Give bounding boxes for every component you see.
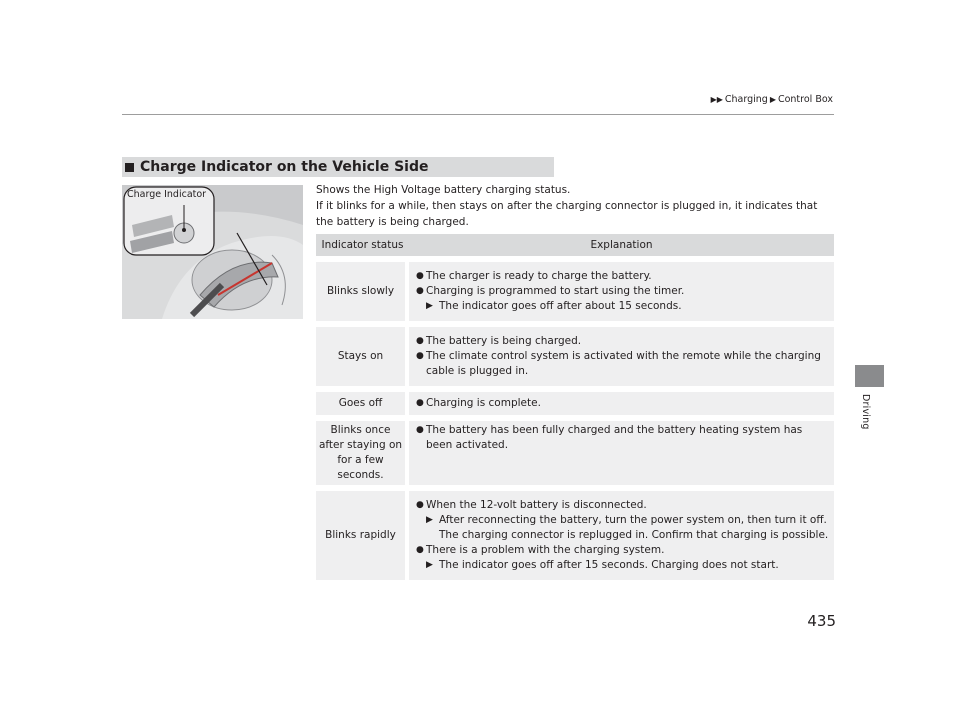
bullet-icon: ● xyxy=(416,500,424,510)
table-row xyxy=(316,327,834,386)
arrow-right-icon: ▶ xyxy=(426,515,433,525)
intro-line-1: Shows the High Voltage battery charging status. xyxy=(316,184,571,196)
bullet-text: When the 12-volt battery is disconnected. xyxy=(426,499,647,511)
table-row xyxy=(316,491,834,580)
explanation-cell xyxy=(409,262,834,321)
section-title: Charge Indicator on the Vehicle Side xyxy=(140,159,429,175)
bullet-item xyxy=(416,349,830,379)
bullet-icon: ● xyxy=(416,398,424,408)
table-row xyxy=(316,392,834,415)
intro-text xyxy=(316,182,834,230)
bullet-item xyxy=(416,498,830,513)
sub-text: After reconnecting the battery, turn the power system on, then turn it off. The charging connector is replugged in. Confirm that charging is possible. xyxy=(439,514,829,541)
bullet-icon: ● xyxy=(416,271,424,281)
breadcrumb xyxy=(680,94,833,105)
bullet-text: The climate control system is activated with the remote while the charging cable is plugged in. xyxy=(426,350,821,377)
explanation-cell xyxy=(409,327,834,386)
charge-indicator-illustration xyxy=(122,185,303,319)
bullet-text: Charging is programmed to start using the timer. xyxy=(426,285,685,297)
bullet-item xyxy=(416,284,830,299)
breadcrumb-arrow-icon: ▶ xyxy=(769,95,776,104)
header-rule xyxy=(122,114,834,115)
status-cell: Blinks rapidly xyxy=(316,491,409,580)
arrow-right-icon: ▶ xyxy=(426,560,433,570)
explanation-cell xyxy=(409,392,834,415)
breadcrumb-part-2: Control Box xyxy=(777,94,833,105)
sub-item xyxy=(416,558,830,573)
bullet-text: The battery has been fully charged and the battery heating system has been activated. xyxy=(426,424,803,451)
sub-text: The indicator goes off after 15 seconds. Charging does not start. xyxy=(439,559,779,571)
bullet-item xyxy=(416,269,830,284)
bullet-item xyxy=(416,396,830,411)
sub-item xyxy=(416,299,830,314)
sub-item xyxy=(416,513,830,543)
status-cell: Blinks slowly xyxy=(316,262,409,321)
breadcrumb-arrow-icon: ▶▶ xyxy=(710,95,723,104)
page-number: 435 xyxy=(807,612,836,630)
side-tab xyxy=(855,365,884,387)
figure-callout-label: Charge Indicator xyxy=(127,189,207,200)
sub-text: The indicator goes off after about 15 seconds. xyxy=(439,300,682,312)
indicator-status-table xyxy=(316,228,834,586)
bullet-icon: ● xyxy=(416,286,424,296)
bullet-icon: ● xyxy=(416,425,424,435)
bullet-text: There is a problem with the charging system. xyxy=(426,544,665,556)
breadcrumb-part-1: Charging xyxy=(724,94,768,105)
bullet-icon: ● xyxy=(416,336,424,346)
bullet-item xyxy=(416,543,830,558)
bullet-icon: ● xyxy=(416,545,424,555)
section-header xyxy=(122,157,554,177)
status-cell: Blinks once after staying on for a few seconds. xyxy=(316,421,409,485)
table-header-explanation: Explanation xyxy=(409,234,834,256)
bullet-item xyxy=(416,334,830,349)
side-tab-text: Driving xyxy=(860,394,871,430)
table-header-status: Indicator status xyxy=(316,234,409,256)
section-square-icon xyxy=(125,163,134,172)
bullet-icon: ● xyxy=(416,351,424,361)
side-tab-label xyxy=(856,394,876,434)
bullet-text: Charging is complete. xyxy=(426,397,541,409)
arrow-right-icon: ▶ xyxy=(426,301,433,311)
bullet-text: The battery is being charged. xyxy=(426,335,582,347)
table-row xyxy=(316,421,834,485)
bullet-text: The charger is ready to charge the battery. xyxy=(426,270,652,282)
explanation-cell xyxy=(409,421,834,485)
bullet-item xyxy=(416,423,830,453)
table-header-row xyxy=(316,234,834,256)
status-cell: Goes off xyxy=(316,392,409,415)
status-cell: Stays on xyxy=(316,327,409,386)
explanation-cell xyxy=(409,491,834,580)
intro-line-2: If it blinks for a while, then stays on after the charging connector is plugged in, it indicates that the battery is being charged. xyxy=(316,200,818,228)
table-row xyxy=(316,262,834,321)
